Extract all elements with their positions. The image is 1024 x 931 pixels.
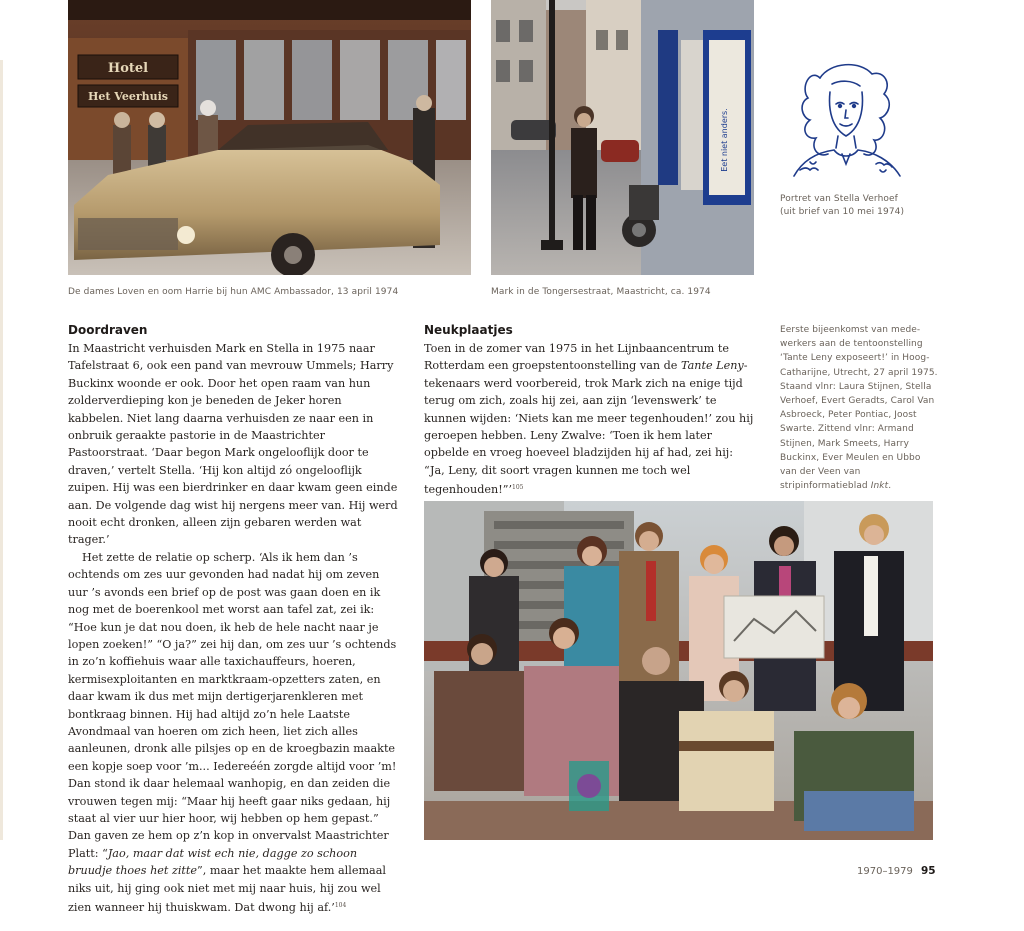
right-paragraph-1-end: -tekenaars werd voorbereid, trok Mark zich na enige tijd terug om zich, zoals hij zei, aan zijn ‘levenswerk’ te kunnen wijden: ‘Niets kan me meer tegenhouden!’ zou hij geroepen hebben. Leny Zwalve: ‘Toen ik hem later opbelde en vroeg hoeveel bladzijden hij af had, zei hij: “Ja, Leny, dit soort vragen kunnen me toch wel tegenhouden!”’ — [424, 359, 754, 497]
hotel-car-image — [68, 0, 471, 275]
footnote-ref-104: 104 — [334, 902, 347, 909]
hotel-car-photo — [68, 0, 471, 275]
group-image — [424, 501, 933, 840]
right-paragraph-1 — [424, 340, 756, 499]
street-image — [491, 0, 754, 275]
left-paragraph-2-dialect: Jao, maar dat wist ech nie, dagge zo schoon bruudje thoes het zitte — [68, 846, 358, 878]
right-paragraph-1-start: Toen in de zomer van 1975 in het Lijnbaancentrum te Rotterdam een groepstentoonstelling van de — [424, 342, 729, 373]
portrait-drawing — [780, 58, 912, 186]
left-paragraph-2 — [68, 549, 398, 917]
group-caption-end: . — [888, 481, 892, 492]
hotel-car-caption: De dames Loven en oom Harrie bij hun AMC Ambassador, 13 april 1974 — [68, 287, 399, 297]
group-caption-magazine: Inkt — [870, 481, 889, 492]
group-photo — [424, 501, 933, 840]
street-caption: Mark in de Tongersestraat, Maastricht, ca. 1974 — [491, 287, 711, 297]
left-paragraph-1: In Maastricht verhuisden Mark en Stella in 1975 naar Tafelstraat 6, ook een pand van mevrouw Ummels; Harry Buckinx woonde er ook. Door het open raam van hun zolderverdieping kon je beneden de Jeker horen kabbelen. Niet lang daarna verhuisden ze naar een in onbruik geraakte pastorie in de Maastrichter Pastoorstraat. ‘Daar begon Mark ongelooflijk door te draven,’ vertelt Stella. ‘Hij kon altijd zó ongelooflijk zuipen. Hij was een bierdrinker en daar kwam geen einde aan. De volgende dag wist hij nergens meer van. Hij werd nooit echt dronken, alleen zijn gebaren werden wat trager.’ — [68, 342, 398, 547]
hotel-sign-top: Hotel — [107, 61, 149, 76]
portrait-caption-line1: Portret van Stella Verhoef — [780, 194, 898, 204]
portrait-caption — [780, 193, 930, 219]
heading-doordraven: Doordraven — [68, 323, 148, 337]
hotel-sign-bottom: Het Veerhuis — [88, 90, 168, 103]
group-caption-text: Eerste bijeenkomst van mede-werkers aan de tentoonstelling ‘Tante Leny exposeert!’ in Hoog-Catharijne, Utrecht, 27 april 1975. Staand vlnr: Laura Stijnen, Stella Verhoef, Evert Geradts, Carol Van Asbroeck, Peter Pontiac, Joost Swarte. Zittend vlnr: Armand Stijnen, Mark Smeets, Harry Buckinx, Ever Meulen en Ubbo van der Veen van stripinformatieblad — [780, 325, 938, 492]
page-edge — [0, 60, 3, 840]
left-paragraph-2-end: ”, maar het maakte hem allemaal niks uit, hij ging ook niet met mij naar huis, hij zou wel zien wanneer hij thuiskwam. Dat dwong hij af.’ — [68, 864, 386, 914]
right-paragraph-1-title: Tante Leny — [681, 359, 744, 373]
portrait-sketch-image — [780, 58, 912, 186]
group-caption — [780, 323, 940, 493]
left-paragraph-2-start: Het zette de relatie op scherp. ‘Als ik hem dan ’s ochtends om zes uur gevonden had nadat hij om zeven uur ’s avonds een brief op de post was gaan doen en ik nog met de boerenkool met worst aan tafel zat, zei ik: “Hoe kun je dat nou doen, ik heb de hele nacht naar je lopen zoeken!” “O ja?” zei hij dan, om zes uur ’s ochtends in zo’n koffiehuis waar alle taxichauffeurs, hoeren, kermisexploitanten en marktkraam-opzetters zaten, en daar kwam ik dus met mijn dertigerjarenkleren met bontkraag binnen. Hij had altijd zo’n hele Laatste Avondmaal van hoeren om zich heen, liet zich alles aanleunen, dronk alle pilsjes op en de kroegbazin maakte een kopje soep voor ’m... Iedereéén zorgde altijd voor ’m! Dan stond ik daar helemaal wanhopig, en dan zeiden die vrouwen tegen mij: “Maar hij heeft gaar niks gedaan, hij staat al vier uur hier hoor, wij hebben op hem gepast.” Dan gaven ze hem op z’n kop in onvervalst Maastrichter Platt: “ — [68, 550, 397, 860]
heading-neukplaatjes: Neukplaatjes — [424, 323, 513, 337]
poster-text: Eet niet anders. — [720, 108, 729, 172]
left-column-text — [68, 340, 398, 916]
street-photo — [491, 0, 754, 275]
page-number: 95 — [921, 865, 936, 877]
footnote-ref-105: 105 — [512, 484, 524, 492]
portrait-caption-line2: (uit brief van 10 mei 1974) — [780, 207, 905, 217]
footer-period: 1970–1979 — [857, 866, 913, 877]
right-column-text — [424, 340, 756, 499]
